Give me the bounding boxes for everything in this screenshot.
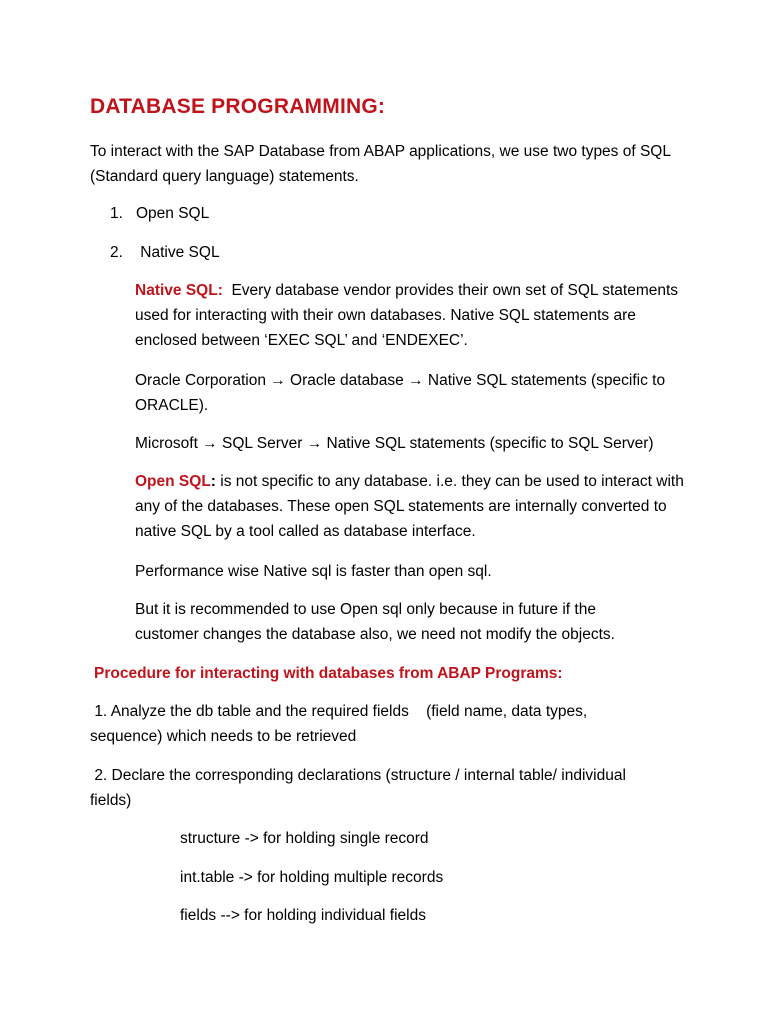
declaration-structure: structure -> for holding single record <box>180 830 429 847</box>
procedure-heading: Procedure for interacting with databases from ABAP Programs: <box>94 665 563 682</box>
declaration-fields: fields --> for holding individual fields <box>180 907 426 924</box>
open-sql-paragraph <box>135 469 695 544</box>
intro-paragraph: To interact with the SAP Database from ABAP applications, we use two types of SQL (Standard query language) statements. <box>90 143 671 185</box>
declaration-int-table: int.table -> for holding multiple records <box>180 869 444 886</box>
page-title: DATABASE PROGRAMMING: <box>90 95 386 118</box>
open-sql-colon: : <box>210 473 216 490</box>
list-item-number: 2. <box>110 244 123 261</box>
performance-paragraph: Performance wise Native sql is faster than open sql. <box>135 563 492 580</box>
recommendation-paragraph: But it is recommended to use Open sql only because in future if the customer changes the database also, we need not modify the objects. <box>135 601 615 643</box>
list-item-native-sql: Native SQL <box>136 244 220 261</box>
microsoft-line: Microsoft → SQL Server → Native SQL statements (specific to SQL Server) <box>135 435 654 452</box>
step-1-paragraph: 1. Analyze the db table and the required fields (field name, data types, sequence) which needs to be retrieved <box>90 703 592 745</box>
list-item-open-sql: Open SQL <box>136 205 210 222</box>
native-sql-text: Every database vendor provides their own set of SQL statements used for interacting with their own databases. Native SQL statements are enclosed between ‘EXEC SQL’ and ‘ENDEXEC’. <box>135 282 683 349</box>
native-sql-term: Native SQL: <box>135 282 223 299</box>
list-item-number: 1. <box>110 205 123 222</box>
step-2-paragraph: 2. Declare the corresponding declarations (structure / internal table/ individual fields) <box>90 767 631 809</box>
oracle-line: Oracle Corporation → Oracle database → Native SQL statements (specific to ORACLE). <box>135 372 666 414</box>
open-sql-text: is not specific to any database. i.e. they can be used to interact with any of the databases. These open SQL statements are internally converted to native SQL by a tool called as database interface. <box>135 473 684 540</box>
open-sql-term: Open SQL <box>135 473 211 490</box>
native-sql-paragraph <box>135 278 695 353</box>
